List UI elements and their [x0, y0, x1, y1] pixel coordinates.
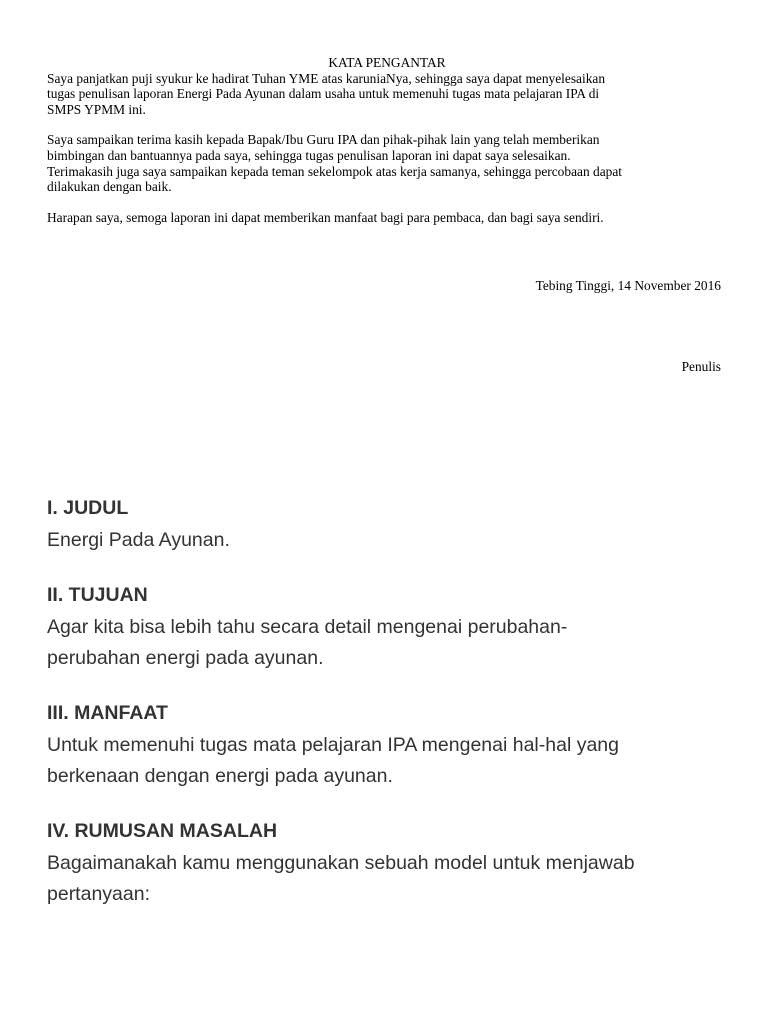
section-body-line: Energi Pada Ayunan.	[47, 529, 230, 551]
section-body-line: perubahan energi pada ayunan.	[47, 647, 324, 669]
report-sections	[47, 495, 737, 936]
preface-paragraph-2	[47, 132, 727, 194]
preface-paragraph-3	[47, 210, 727, 226]
section-heading: II. TUJUAN	[47, 584, 148, 606]
section-manfaat	[47, 700, 737, 792]
section-tujuan	[47, 582, 737, 674]
preface-line: bimbingan dan bantuannya pada saya, sehingga tugas penulisan laporan ini dapat saya selesaikan.	[47, 147, 571, 163]
author-signature: Penulis	[681, 359, 721, 374]
preface-section	[47, 55, 727, 240]
preface-paragraph-1	[47, 71, 727, 118]
preface-line: Harapan saya, semoga laporan ini dapat memberikan manfaat bagi para pembaca, dan bagi saya sendiri.	[47, 209, 604, 225]
section-body-line: Bagaimanakah kamu menggunakan sebuah model untuk menjawab	[47, 852, 635, 874]
place-date: Tebing Tinggi, 14 November 2016	[535, 278, 721, 293]
section-body-line: Agar kita bisa lebih tahu secara detail mengenai perubahan-	[47, 616, 568, 638]
preface-line: Terimakasih juga saya sampaikan kepada teman sekelompok atas kerja samanya, sehingga percobaan dapat	[47, 163, 623, 179]
section-judul	[47, 495, 737, 556]
section-heading: IV. RUMUSAN MASALAH	[47, 820, 278, 842]
section-heading: I. JUDUL	[47, 497, 129, 519]
section-body-line: pertanyaan:	[47, 883, 150, 905]
preface-line: Saya sampaikan terima kasih kepada Bapak/Ibu Guru IPA dan pihak-pihak lain yang telah memberikan	[47, 132, 600, 148]
preface-title: KATA PENGANTAR	[328, 55, 446, 70]
section-rumusan-masalah	[47, 818, 737, 910]
section-body-line: Untuk memenuhi tugas mata pelajaran IPA mengenai hal-hal yang	[47, 734, 619, 756]
preface-line: tugas penulisan laporan Energi Pada Ayunan dalam usaha untuk memenuhi tugas mata pelajaran IPA di	[47, 86, 600, 102]
preface-line: Saya panjatkan puji syukur ke hadirat Tuhan YME atas karuniaNya, sehingga saya dapat menyelesaikan	[47, 70, 606, 86]
section-heading: III. MANFAAT	[47, 702, 168, 724]
preface-line: SMPS YPMM ini.	[47, 101, 146, 117]
section-body-line: berkenaan dengan energi pada ayunan.	[47, 765, 393, 787]
preface-line: dilakukan dengan baik.	[47, 179, 172, 195]
